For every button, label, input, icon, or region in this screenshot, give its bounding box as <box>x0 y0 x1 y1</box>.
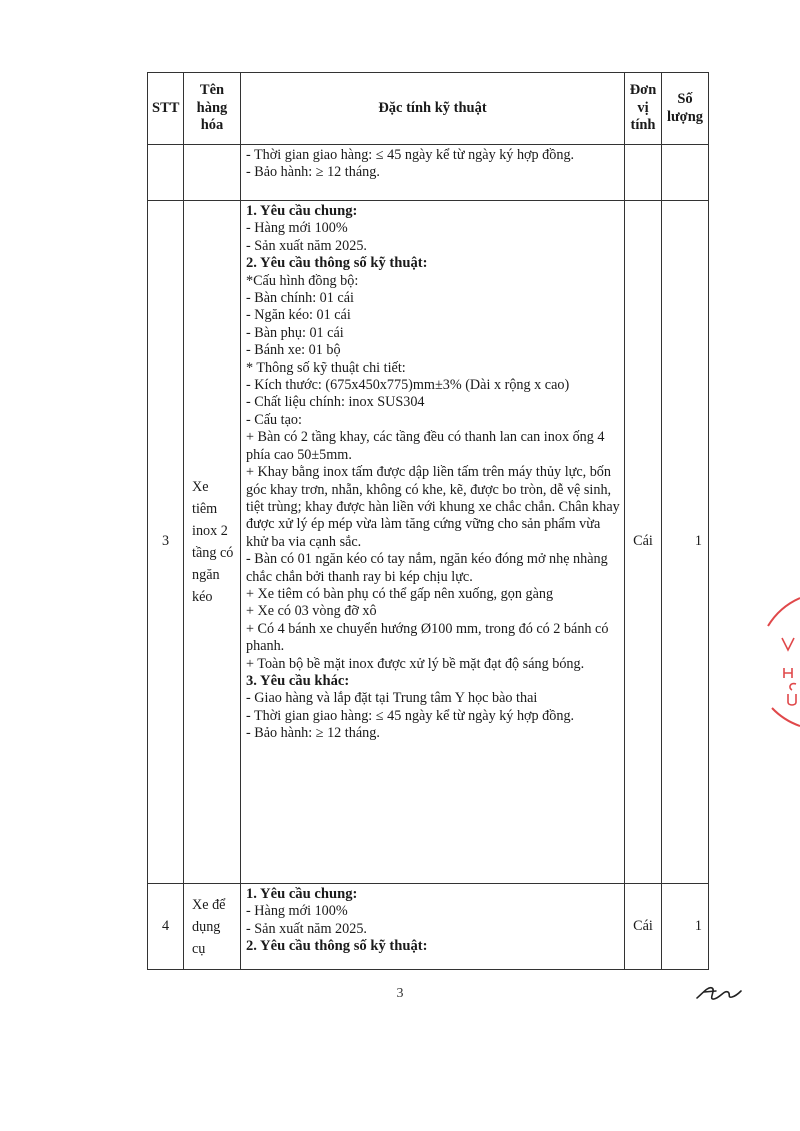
spec-line: - Ngăn kéo: 01 cái <box>246 307 351 324</box>
spec-line: + Xe tiêm có bàn phụ có thể gấp nên xuống, gọn gàng <box>246 585 554 602</box>
unit-cell <box>625 145 662 201</box>
signature-mark <box>694 978 744 1008</box>
spec-line: + Toàn bộ bề mặt inox được xử lý bề mặt đạt độ sáng bóng. <box>246 655 585 672</box>
table-body <box>148 145 709 970</box>
spec-line: + Có 4 bánh xe chuyển hướng Ø100 mm, trong đó có 2 bánh có phanh. <box>246 620 609 655</box>
spec-heading: 1. Yêu cầu chung: <box>246 203 358 219</box>
qty-cell: 1 <box>662 201 709 884</box>
spec-line: - Bàn phụ: 01 cái <box>246 324 344 341</box>
spec-line: - Cấu tạo: <box>246 411 302 428</box>
page-number: 3 <box>396 986 404 1001</box>
spec-line: - Hàng mới 100% <box>246 903 348 920</box>
stt-cell <box>148 145 184 201</box>
spec-line: + Khay bằng inox tấm được dập liền tấm trên máy thủy lực, bốn góc khay trơn, nhẵn, không có khe, kẽ, được bo tròn, dễ vệ sinh, tiệt trùng; khay được hàn liền với khung xe chắc chắn. Chân khay được xử lý ép mép vừa làm tăng cứng vững cho sản phẩm vừa khử ba via cạnh sắc. <box>246 464 620 550</box>
spec-heading: 2. Yêu cầu thông số kỹ thuật: <box>246 938 428 955</box>
spec-line: - Bàn chính: 01 cái <box>246 290 354 307</box>
header-unit: Đơn vị tính <box>625 73 662 145</box>
spec-line: - Sản xuất năm 2025. <box>246 920 367 937</box>
spec-heading: 2. Yêu cầu thông số kỹ thuật: <box>246 255 428 272</box>
spec-line: - Hàng mới 100% <box>246 220 348 237</box>
spec-line: - Bảo hành: ≥ 12 tháng. <box>246 164 380 181</box>
table-row <box>148 201 709 884</box>
spec-heading: 1. Yêu cầu chung: <box>246 886 358 902</box>
spec-cell <box>241 201 625 884</box>
spec-line: + Xe có 03 vòng đỡ xô <box>246 603 377 620</box>
header-qty: Số lượng <box>662 73 709 145</box>
spec-line: - Bánh xe: 01 bộ <box>246 342 341 359</box>
spec-line: - Thời gian giao hàng: ≤ 45 ngày kể từ ngày ký hợp đồng. <box>246 147 575 163</box>
spec-line: * Thông số kỹ thuật chi tiết: <box>246 359 406 376</box>
stt-cell: 4 <box>148 884 184 970</box>
spec-table <box>147 72 709 970</box>
spec-line: - Bảo hành: ≥ 12 tháng. <box>246 725 380 742</box>
spec-line: - Sản xuất năm 2025. <box>246 237 367 254</box>
qty-cell: 1 <box>662 884 709 970</box>
header-name: Tên hàng hóa <box>184 73 241 145</box>
stt-cell: 3 <box>148 201 184 884</box>
spec-line: - Thời gian giao hàng: ≤ 45 ngày kể từ ngày ký hợp đồng. <box>246 707 575 724</box>
table-row <box>148 145 709 201</box>
spec-line: - Kích thước: (675x450x775)mm±3% (Dài x rộng x cao) <box>246 377 570 394</box>
qty-cell <box>662 145 709 201</box>
unit-cell: Cái <box>625 884 662 970</box>
table-row <box>148 884 709 970</box>
spec-cell <box>241 884 625 970</box>
spec-cell <box>241 145 625 201</box>
spec-line: - Bàn có 01 ngăn kéo có tay nắm, ngăn kéo đóng mở nhẹ nhàng chắc chắn bởi thanh ray bi kép chịu lực. <box>246 551 608 585</box>
spec-line: + Bàn có 2 tầng khay, các tầng đều có thanh lan can inox ống 4 phía cao 50±5mm. <box>246 429 605 463</box>
unit-cell: Cái <box>625 201 662 884</box>
item-name-cell <box>184 145 241 201</box>
header-stt: STT <box>148 73 184 145</box>
spec-heading: 3. Yêu cầu khác: <box>246 672 350 689</box>
spec-line: - Chất liệu chính: inox SUS304 <box>246 394 425 411</box>
spec-line: *Cấu hình đồng bộ: <box>246 272 359 289</box>
header-spec: Đặc tính kỹ thuật <box>241 73 625 145</box>
stamp-fragment <box>760 596 800 736</box>
item-name-cell: Xe để dụng cụ <box>184 884 241 970</box>
spec-line: - Giao hàng và lắp đặt tại Trung tâm Y học bào thai <box>246 690 538 707</box>
item-name-cell: Xe tiêm inox 2 tầng có ngăn kéo <box>184 201 241 884</box>
